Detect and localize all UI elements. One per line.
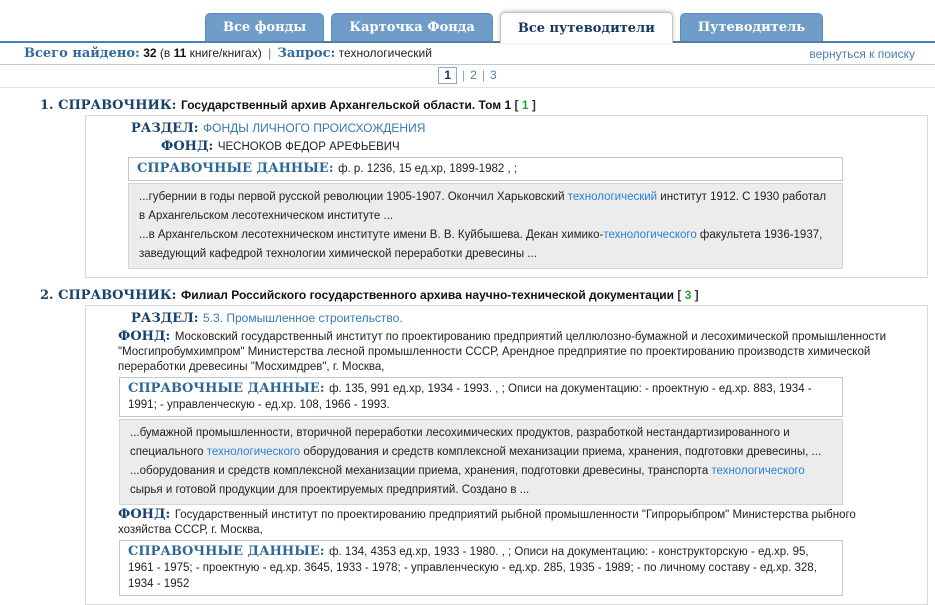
excerpt-box — [128, 183, 843, 269]
query-label: Запрос: — [277, 46, 336, 61]
fond-name: ЧЕСНОКОВ ФЕДОР АРЕФЬЕВИЧ — [217, 141, 400, 153]
fond-row — [161, 139, 887, 155]
excerpt-highlight: технологического — [711, 465, 805, 477]
match-count: 1 — [521, 98, 529, 112]
fond-name: Государственный институт по проектированию предприятий рыбной промышленности "Гипрорыбпром" Министерства рыбного хозяйства СССР, г. Москва, — [118, 509, 856, 536]
found-count: 32 — [143, 46, 157, 60]
razdel-link[interactable]: ФОНДЫ ЛИЧНОГО ПРОИСХОЖДЕНИЯ — [203, 121, 426, 135]
reference-data-value: ф. 135, 991 ед.хр, 1934 - 1993. , ; Описи на документацию: - проектную - ед.хр. 883, 1934 - 1991; - управленческую - ед.хр. 108, 1966 - 1993. — [128, 383, 812, 411]
handbook-label: СПРАВОЧНИК: — [58, 288, 181, 303]
reference-data-label: СПРАВОЧНЫЕ ДАННЫЕ: — [128, 381, 330, 396]
result-number: 2. — [40, 288, 59, 303]
books-prefix: (в — [159, 46, 171, 60]
excerpt-highlight: технологического — [603, 229, 697, 241]
excerpt-text: сырья и готовой продукции для проектируемых предприятий. Создано в ... — [130, 484, 530, 496]
reference-data-label: СПРАВОЧНЫЕ ДАННЫЕ: — [137, 161, 339, 176]
handbook-title: Государственный архив Архангельской области. Том 1 — [181, 98, 512, 112]
excerpt-highlight: технологического — [206, 446, 301, 458]
page-current: 1 — [438, 67, 457, 84]
excerpt-text: ...бумажной промышленности, вторичной переработки лесохимических продуктов, разработкой нестандартизированного и специального — [130, 427, 790, 458]
tab[interactable]: Все фонды — [205, 13, 324, 41]
reference-data-value: ф. р. 1236, 15 ед.хр, 1899-1982 , ; — [338, 163, 518, 175]
excerpt-line — [139, 226, 832, 264]
count-bracket-open: [ — [511, 98, 522, 112]
fond-name: Московский государственный институт по проектированию предприятий целлюлозно-бумажной и лесохимической промышленности "Мосгипробумхимпром" Министерства лесной промышленности СССР, Арендное предприятие по проектированию производств химической переработки древесины "Мосхимдрев", г. Москва, — [118, 331, 886, 373]
razdel-label: РАЗДЕЛ: — [131, 311, 204, 326]
query-value: технологический — [338, 46, 432, 60]
fond-label: ФОНД: — [118, 507, 175, 522]
reference-data-box — [128, 157, 843, 181]
excerpt-text: ...оборудования и средств комплексной механизации приема, хранения, подготовки древесины, транспорта — [130, 465, 712, 477]
results-header — [0, 43, 935, 65]
razdel-row — [131, 310, 917, 327]
razdel-row — [131, 120, 917, 137]
tab[interactable]: Путеводитель — [680, 13, 823, 41]
tab-active[interactable]: Все путеводители — [500, 12, 673, 43]
count-bracket-close: ] — [691, 288, 699, 302]
result-heading — [40, 98, 935, 113]
excerpt-box — [119, 419, 843, 505]
fond-label: ФОНД: — [161, 139, 218, 154]
handbook-label: СПРАВОЧНИК: — [58, 98, 181, 113]
excerpt-text: ...в Архангельском лесотехническом институте имени В. В. Куйбышева. Декан химико- — [139, 229, 604, 241]
page-separator: | — [481, 68, 485, 82]
reference-data-value: ф. 134, 4353 ед.хр, 1933 - 1980. , ; Описи на документацию: - конструкторскую - ед.хр. 95, 1961 - 1975; - проектную - ед.хр. 3645, 1933 - 1978; - управленческую - ед.хр. 285, 1935 - 1989; - по личному составу - ед.хр. 328, 1934 - 1952 — [128, 546, 817, 590]
match-count: 3 — [684, 288, 692, 302]
pagination — [0, 65, 935, 88]
back-to-search-link[interactable]: вернуться к поиску — [809, 46, 915, 61]
reference-data-box — [119, 377, 843, 417]
books-suffix: книге/книгах) — [189, 46, 262, 60]
excerpt-line — [130, 424, 832, 462]
reference-data-box — [119, 540, 843, 596]
results-summary — [24, 46, 432, 61]
tab-bar — [0, 0, 935, 43]
page-link[interactable]: 2 — [470, 68, 477, 82]
count-bracket-close: ] — [528, 98, 536, 112]
page-separator: | — [462, 68, 466, 82]
fond-row — [118, 507, 887, 538]
results-list — [0, 88, 935, 605]
excerpt-highlight: технологический — [567, 191, 658, 203]
result-details — [85, 115, 928, 278]
tab[interactable]: Карточка Фонда — [331, 13, 493, 41]
excerpt-text: оборудования и средств комплексной механизации приема, хранения, подготовки древесины, ... — [300, 446, 822, 458]
fond-label: ФОНД: — [118, 329, 175, 344]
excerpt-line — [130, 462, 832, 500]
books-count: 11 — [173, 46, 187, 60]
excerpt-line — [139, 188, 832, 226]
result-number: 1. — [40, 98, 59, 113]
excerpt-text: ...губернии в годы первой русской революции 1905-1907. Окончил Харьковский — [139, 191, 568, 203]
excerpt-text: факультета 1936-1937, заведующий кафедрой технологии химической переработки древесины ... — [139, 229, 823, 260]
page-link[interactable]: 3 — [489, 68, 497, 82]
found-label: Всего найдено: — [24, 46, 140, 61]
count-bracket-open: [ — [673, 288, 685, 302]
summary-separator: | — [268, 46, 272, 60]
razdel-link[interactable]: 5.3. Промышленное строительство. — [203, 311, 403, 325]
result-heading — [40, 288, 935, 303]
result-details — [85, 305, 928, 605]
excerpt-text: институт 1912. С 1930 работал в Архангельском лесотехническом институте ... — [139, 191, 827, 222]
razdel-label: РАЗДЕЛ: — [131, 121, 204, 136]
handbook-title: Филиал Российского государственного архива научно-технической документации — [181, 288, 674, 302]
reference-data-label: СПРАВОЧНЫЕ ДАННЫЕ: — [128, 544, 330, 559]
fond-row — [118, 329, 887, 375]
